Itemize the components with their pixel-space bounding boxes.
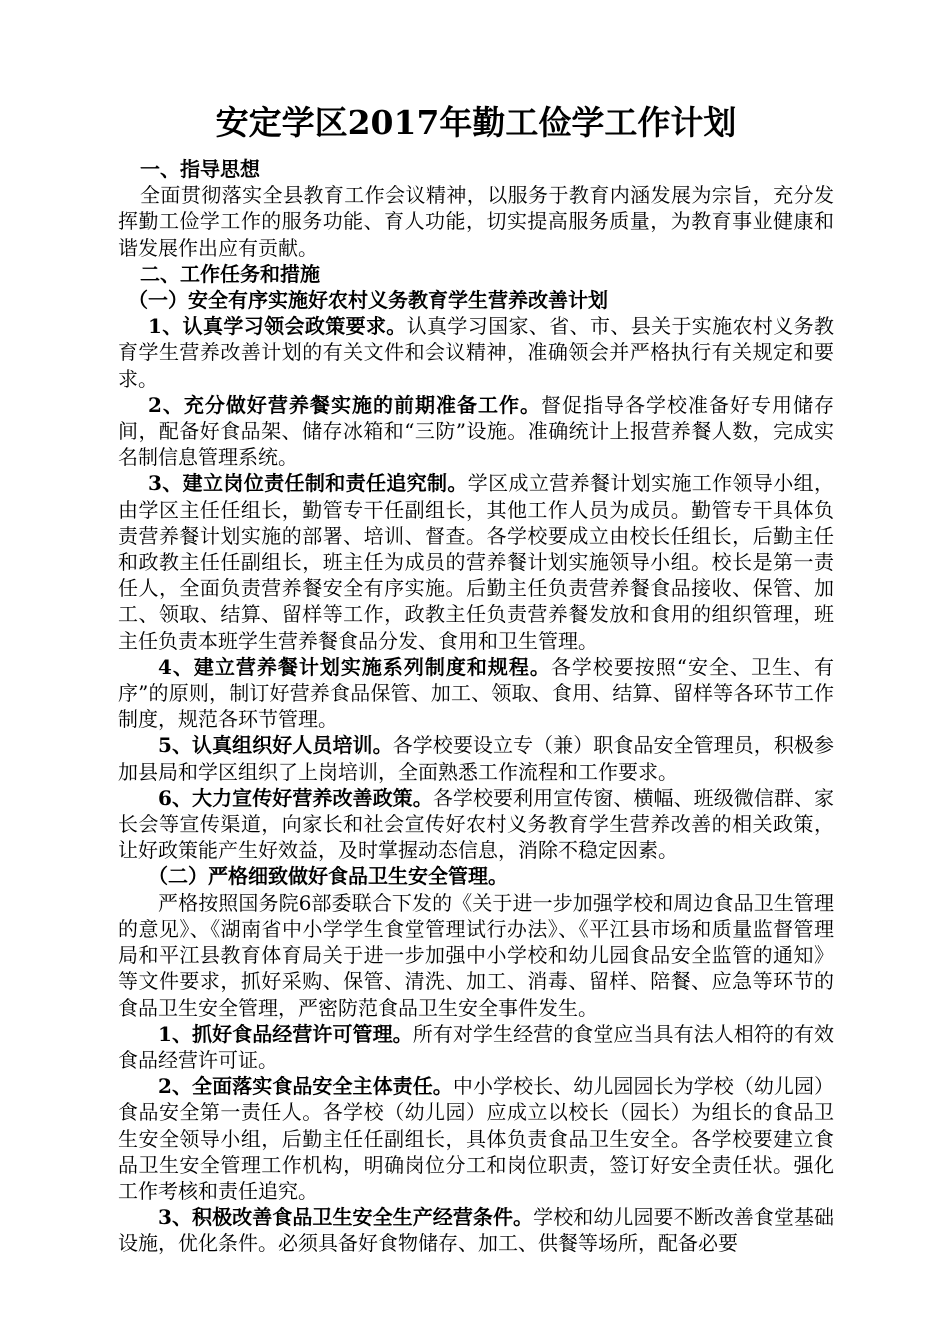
list-item [118, 1021, 834, 1073]
item-text: 中小学校长、幼儿园园长为学校（幼儿园）食品安全第一责任人。各学校（幼儿园）应成立以校长（园长）为组长的食品卫生安全领导小组，后勤主任任副组长，具体负责食品卫生安全。各学校要建立食品卫生安全管理工作机构，明确岗位分工和岗位职责，签订好安全责任状。强化工作考核和责任追究。 [118, 1074, 835, 1203]
item-lead: 5、认真组织好人员培训。 [158, 733, 393, 758]
item-lead: 1、抓好食品经营许可管理。 [158, 1021, 413, 1046]
list-item [118, 654, 834, 733]
list-item [118, 313, 834, 392]
item-text: 学校和幼儿园要不断改善食堂基础设施，优化条件。必须具备好食物储存、加工、供餐等场所，配备必要 [118, 1205, 835, 1256]
list-item [118, 470, 834, 653]
paragraph-guiding: 全面贯彻落实全县教育工作会议精神，以服务于教育内涵发展为宗旨，充分发挥勤工俭学工作的服务功能、育人功能，切实提高服务质量，为教育事业健康和谐发展作出应有贡献。 [118, 183, 834, 260]
list-item [118, 1073, 834, 1204]
item-text: 认真学习国家、省、市、县关于实施农村义务教育学生营养改善计划的有关文件和会议精神，准确领会并严格执行有关规定和要求。 [118, 314, 835, 391]
item-lead: 2、全面落实食品安全主体责任。 [158, 1074, 453, 1099]
document-title: 安定学区2017年勤工俭学工作计划 [215, 103, 737, 142]
item-lead: 4、建立营养餐计划实施系列制度和规程。 [158, 654, 551, 679]
item-lead: 6、大力宣传好营养改善政策。 [158, 785, 433, 810]
paragraph-food-safety: 严格按照国务院6部委联合下发的《关于进一步加强学校和周边食品卫生管理的意见》、《湖南省中小学学生食堂管理试行办法》、《平江县市场和质量监督管理局和平江县教育体育局关于进一步加强中小学校和幼儿园食品安全监管的通知》等文件要求，抓好采购、保管、清洗、加工、消毒、留样、陪餐、应急等环节的食品卫生安全管理，严密防范食品卫生安全事件发生。 [118, 890, 834, 1020]
item-text: 学区成立营养餐计划实施工作领导小组，由学区主任任组长，勤管专干任副组长，其他工作人员为成员。勤管专干具体负责营养餐计划实施的部署、培训、督查。各学校要成立由校长任组长，后勤主任和政教主任任副组长，班主任为成员的营养餐计划实施领导小组。校长是第一责任人，全面负责营养餐安全有序实施。后勤主任负责营养餐食品接收、保管、加工、领取、结算、留样等工作，政教主任负责营养餐发放和食用的组织管理，班主任负责本班学生营养餐食品分发、食用和卫生管理。 [118, 471, 835, 653]
document-page [118, 100, 834, 1257]
item-lead: 3、建立岗位责任制和责任追究制。 [148, 471, 468, 496]
list-item [118, 1204, 834, 1256]
item-text: 督促指导各学校准备好专用储存间，配备好食品架、储存冰箱和“三防”设施。准确统计上报营养餐人数，完成实名制信息管理系统。 [118, 392, 835, 470]
subsection-heading-food-safety: （二）严格细致做好食品卫生安全管理。 [148, 864, 508, 889]
item-text: 所有对学生经营的食堂应当具有法人相符的有效食品经营许可证。 [118, 1021, 835, 1072]
subsection-heading-nutrition: （一）安全有序实施好农村义务教育学生营养改善计划 [128, 288, 608, 313]
item-lead: 2、充分做好营养餐实施的前期准备工作。 [148, 392, 541, 417]
item-text: 各学校要利用宣传窗、横幅、班级微信群、家长会等宣传渠道，向家长和社会宣传好农村义务教育学生营养改善的相关政策，让好政策能产生好效益，及时掌握动态信息，消除不稳定因素。 [118, 785, 835, 863]
item-lead: 3、积极改善食品卫生安全生产经营条件。 [158, 1205, 534, 1230]
section-heading-tasks: 二、工作任务和措施 [140, 261, 320, 286]
item-text: 各学校要按照“安全、卫生、有序”的原则，制订好营养食品保管、加工、领取、食用、结算、留样等各环节工作制度，规范各环节管理。 [118, 654, 834, 732]
list-item [118, 732, 834, 784]
list-item [118, 392, 834, 471]
item-lead: 1、认真学习领会政策要求。 [148, 314, 407, 339]
list-item [118, 785, 834, 864]
section-heading-guiding: 一、指导思想 [140, 157, 260, 181]
item-text: 各学校要设立专（兼）职食品安全管理员，积极参加县局和学区组织了上岗培训，全面熟悉工作流程和工作要求。 [118, 733, 834, 784]
